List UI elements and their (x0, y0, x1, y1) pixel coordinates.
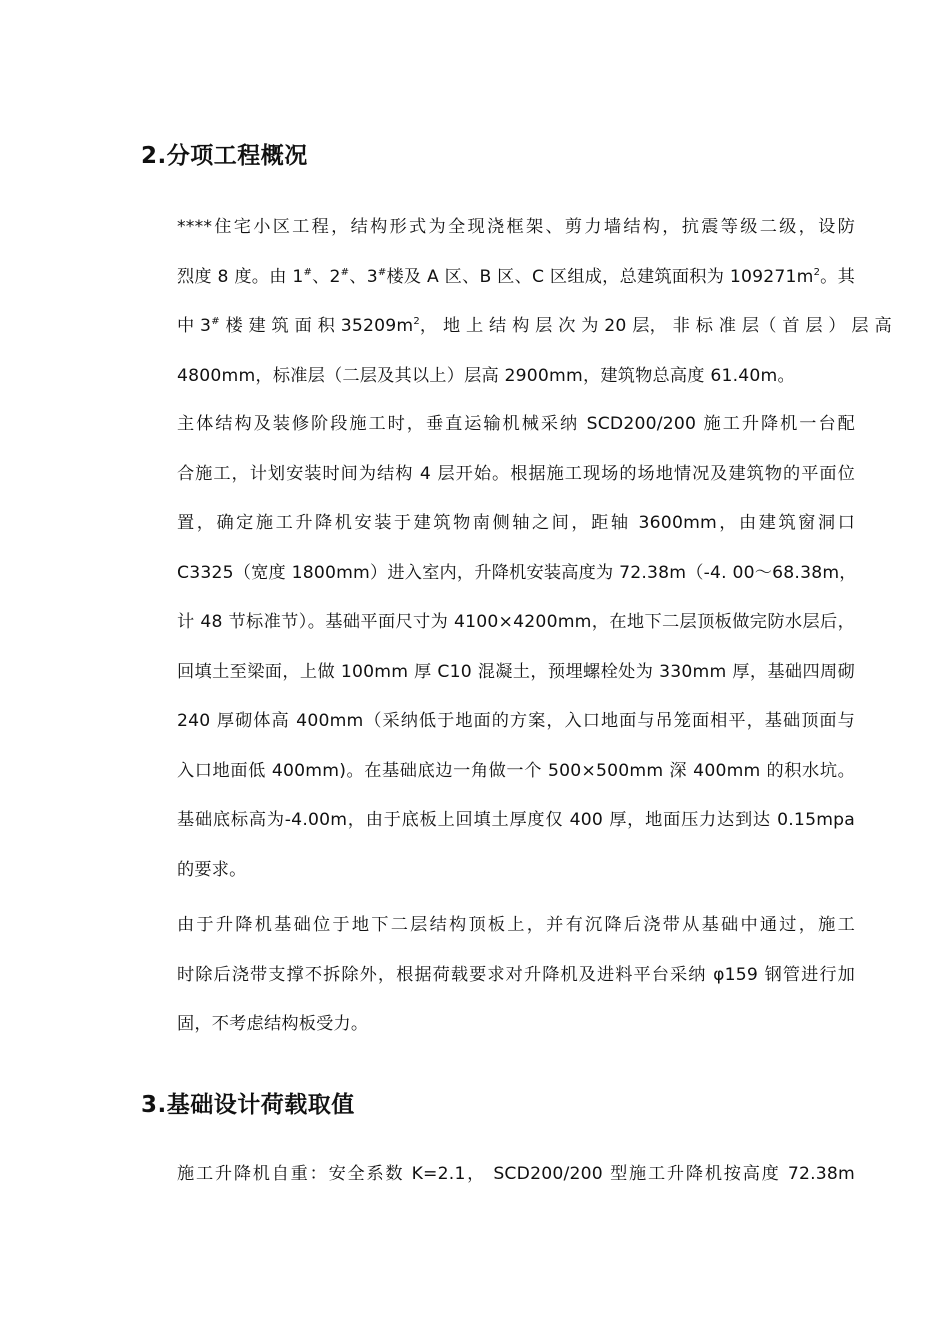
text-line: 时除后浇带支撑不拆除外，根据荷载要求对升降机及进料平台采纳 φ159 钢管进行加 (177, 964, 855, 985)
text-line: 的要求。 (177, 859, 247, 880)
text-line: C3325（宽度 1800mm）进入室内，升降机安装高度为 72.38m（-4. 00～68.38m， (177, 562, 857, 583)
text-line: 中 3# 楼 建 筑 面 积 $35209m^2$， 地 上 结 构 层 次 为 20 层， 非 标 准 层（ 首 层 ） 层 高 (177, 316, 892, 336)
text-line: 合施工，计划安装时间为结构 4 层开始。根据施工现场的场地情况及建筑物的平面位 (177, 463, 855, 484)
text-line: 入口地面低 400mm)。在基础底边一角做一个 500×500mm 深 400mm 的积水坑。 (177, 760, 855, 781)
text-line: 240 厚砌体高 400mm（采纳低于地面的方案，入口地面与吊笼面相平，基础顶面与 (177, 711, 855, 731)
section-2-paragraph-1 (141, 203, 892, 401)
text-line: 由于升降机基础位于地下二层结构顶板上，并有沉降后浇带从基础中通过，施工 (177, 915, 855, 935)
text-line: 施工升降机自重：安全系数 K=2.1， SCD200/200 型施工升降机按高度 72.38m (177, 1164, 855, 1184)
section-2-paragraph-2 (141, 400, 855, 895)
text-line: 回填土至梁面，上做 100mm 厚 C10 混凝土，预埋螺栓处为 330mm 厚，基础四周砌 (177, 661, 855, 682)
section-3-heading: 3.基础设计荷载取值 (141, 1092, 355, 1118)
section-2-heading: 2.分项工程概况 (141, 143, 308, 169)
text-line: 烈度 8 度。由 1#、2#、3#楼及 A 区、B 区、C 区组成，总建筑面积为 $109271m^2$。其 (177, 266, 855, 287)
text-line: 4800mm，标准层（二层及其以上）层高 2900mm，建筑物总高度 61.40m。 (177, 365, 795, 386)
text-line: ****住宅小区工程，结构形式为全现浇框架、剪力墙结构，抗震等级二级，设防 (177, 217, 855, 237)
text-line: 主体结构及装修阶段施工时，垂直运输机械采纳 SCD200/200 施工升降机一台配 (177, 414, 855, 434)
text-line: 置，确定施工升降机安装于建筑物南侧轴之间，距轴 3600mm，由建筑窗洞口 (177, 513, 855, 533)
text-line: 固，不考虑结构板受力。 (177, 1014, 369, 1034)
text-line: 基础底标高为-4.00m，由于底板上回填土厚度仅 400 厚，地面压力达到达 0.15mpa (177, 810, 855, 830)
text-line: 计 48 节标准节）。基础平面尺寸为 4100×4200mm，在地下二层顶板做完防水层后， (177, 612, 855, 632)
section-3-paragraph-1 (141, 1150, 855, 1200)
section-2-paragraph-3 (141, 901, 855, 1050)
